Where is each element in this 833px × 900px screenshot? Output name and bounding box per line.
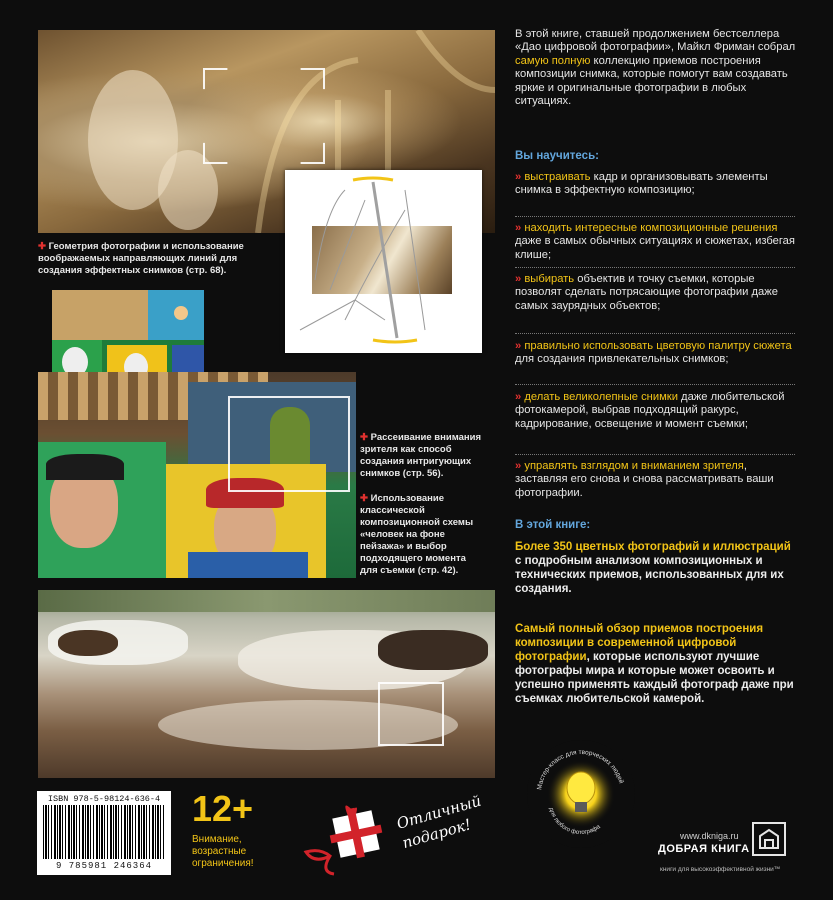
caption-attention: ✚ Рассеивание внимания зрителя как способ создания интригующих снимков (стр. 56). xyxy=(360,432,482,479)
caption-bullet-icon: ✚ xyxy=(360,493,371,504)
svg-text:Мастер-класс для творческих лю: Мастер-класс для творческих людей xyxy=(536,748,625,791)
divider xyxy=(515,384,795,385)
divider xyxy=(515,216,795,217)
divider xyxy=(515,333,795,334)
divider xyxy=(515,267,795,268)
svg-text:для любого фотографа: для любого фотографа xyxy=(547,806,602,837)
crop-frame-market xyxy=(228,396,350,492)
in-book-heading: В этой книге: xyxy=(515,519,591,531)
chevron-right-icon: » xyxy=(515,391,525,403)
age-rating: 12+ xyxy=(192,788,254,829)
chevron-right-icon: » xyxy=(515,460,525,472)
intro-paragraph: В этой книге, ставшей продолжением бестселлера «Дао цифровой фотографии», Майкл Фриман собрал самую полную коллекцию приемов построения композиции снимка, которые помогут вам создавать яркие и оригинальные фотографии в любых ситуациях. xyxy=(515,28,796,108)
lightbulb-icon xyxy=(567,772,595,804)
caption-landscape: ✚ Использование классической композиционной схемы «человек на фоне пейзажа» и выбор подходящего момента для съемки (стр. 42). xyxy=(360,493,474,576)
isbn-text: ISBN 978-5-98124-636-4 xyxy=(47,794,161,804)
chevron-right-icon: » xyxy=(515,171,525,183)
barcode xyxy=(37,791,171,875)
caption-bullet-icon: ✚ xyxy=(38,241,49,252)
learn-bullet: » находить интересные композиционные решения даже в самых обычных ситуациях и сюжетах, избегая клише; xyxy=(515,222,795,261)
masterclass-seal xyxy=(527,740,635,848)
crop-frame-rapids xyxy=(378,682,444,746)
learn-bullet: » делать великолепные снимки даже любительской фотокамерой, выбрав подходящий ракурс, кадрирование, освещение и момент съемки; xyxy=(515,391,785,430)
in-book-paragraph-2: Самый полный обзор приемов построения композиции в современной цифровой фотографии, которые используют лучшие фотографы мира и которые может освоить и успешно применять каждый фотограф даже при съемках любительской камерой. xyxy=(515,623,794,705)
chevron-right-icon: » xyxy=(515,222,525,234)
gift-text: Отличный подарок! xyxy=(394,791,484,853)
crop-frame-cathedral xyxy=(203,68,325,164)
caption-geometry: ✚ Геометрия фотографии и использование воображаемых направляющих линий для создания эффектных снимков (стр. 68). xyxy=(38,241,244,276)
publisher-name: ДОБРАЯ КНИГА xyxy=(658,843,750,855)
geometry-diagram xyxy=(285,170,482,353)
market-photo xyxy=(38,372,356,578)
gift-icon xyxy=(300,794,400,880)
in-book-paragraph-1: Более 350 цветных фотографий и иллюстраций с подробным анализом композиционных и технических приемов, использованных для их создания. xyxy=(515,541,791,595)
learn-bullet: » управлять взглядом и вниманием зрителя, заставляя его снова и снова рассматривать ваши фотографии. xyxy=(515,460,774,499)
divider xyxy=(515,454,795,455)
chevron-right-icon: » xyxy=(515,340,525,352)
learn-bullet: » выстраивать кадр и организовывать элементы снимка в эффектную композицию; xyxy=(515,171,768,197)
age-warning: Внимание, возрастные ограничения! xyxy=(192,834,254,869)
chevron-right-icon: » xyxy=(515,273,525,285)
publisher-url[interactable]: www.dkniga.ru xyxy=(680,831,739,841)
barcode-digits: 9 785981 246364 xyxy=(55,861,152,871)
publisher-tagline: книги для высокоэффективной жизни™ xyxy=(660,866,781,873)
guide-lines xyxy=(285,170,482,353)
publisher-logo-icon xyxy=(752,822,786,856)
learn-heading: Вы научитесь: xyxy=(515,150,599,162)
barcode-bars xyxy=(43,805,165,859)
learn-bullet: » выбирать объектив и точку съемки, которые позволят сделать потрясающие фотографии даже самых заурядных объектов; xyxy=(515,273,778,312)
rapids-photo xyxy=(38,590,495,778)
learn-bullet: » правильно использовать цветовую палитру сюжета для создания привлекательных снимков; xyxy=(515,340,792,366)
caption-bullet-icon: ✚ xyxy=(360,432,371,443)
